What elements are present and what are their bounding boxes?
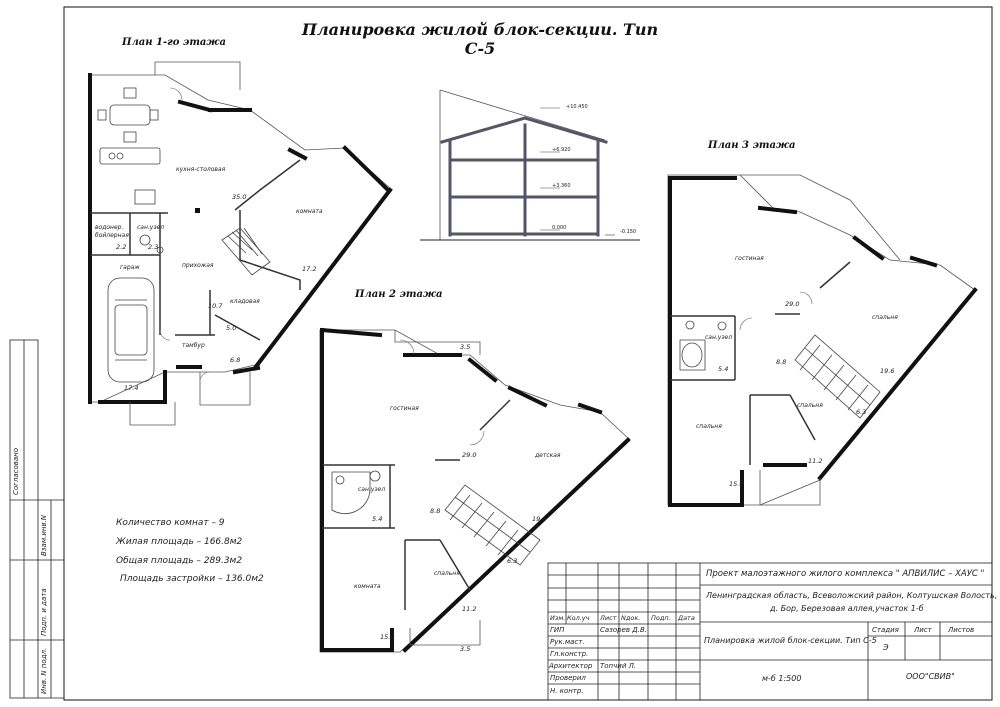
tb-col-sign: Подп. bbox=[651, 614, 671, 622]
building-section bbox=[420, 90, 640, 240]
stat-living-area: Жилая площадь – 166.8м2 bbox=[116, 537, 243, 547]
floor1-room-storage: кладовая bbox=[230, 298, 260, 305]
floor3-title: План 3 этажа bbox=[708, 140, 796, 151]
tb-col-change: Изм. bbox=[550, 614, 566, 622]
stamp-replacement: Взам.инв.N bbox=[40, 514, 48, 556]
tb-sheets-label: Листов bbox=[948, 626, 975, 634]
floor2-area-living: 29.0 bbox=[462, 451, 477, 459]
stamp-approved: Согласовано bbox=[12, 447, 20, 495]
tb-person-gip: Сазорев Д.В. bbox=[600, 626, 648, 634]
tb-person-architect: Топчий Л. bbox=[600, 662, 637, 670]
stamp-signature-date: Подп. и дата bbox=[40, 588, 48, 636]
floor3-room-bedroom-left: спальня bbox=[696, 423, 722, 430]
tb-scale: м-б 1:500 bbox=[762, 674, 802, 683]
tb-role-norm-control: Н. контр. bbox=[550, 687, 584, 695]
floor3-area-wc: 5.4 bbox=[718, 365, 729, 373]
floor1-area-boiler: 2.2 bbox=[116, 243, 127, 251]
floor1-room-hall: прихожая bbox=[182, 262, 214, 269]
tb-sheet-name: Планировка жилой блок-секции. Тип С-5 bbox=[704, 636, 877, 645]
floor1-area-room: 17.2 bbox=[302, 265, 317, 273]
floor2-area-balcony-bottom: 3.5 bbox=[460, 645, 471, 653]
tb-role-checked: Проверил bbox=[550, 674, 586, 682]
floor3-room-wc: сан.узел bbox=[705, 334, 733, 341]
tb-col-doc: Nдок. bbox=[621, 614, 641, 622]
floor1-area-hall: 10.7 bbox=[208, 302, 223, 310]
stat-total-area: Общая площадь – 289.3м2 bbox=[116, 556, 243, 566]
floor3-area-living: 29.0 bbox=[785, 300, 800, 308]
stat-rooms: Количество комнат – 9 bbox=[116, 518, 225, 528]
tb-col-count: Кол.уч bbox=[567, 614, 590, 622]
floor-plan-1 bbox=[90, 62, 392, 425]
section-level-roof: +10.450 bbox=[566, 104, 588, 110]
sheet-title: Планировка жилой блок-секции. Тип С-5 bbox=[301, 20, 659, 58]
tb-stage-value: Э bbox=[883, 643, 889, 652]
tb-address-1: Ленинградская область, Всеволожский район, Колтушская Волость, bbox=[706, 591, 998, 600]
floor2-room-living: гостиная bbox=[390, 405, 419, 412]
tb-address-2: д. Бор, Березовая аллея,участок 1-б bbox=[770, 604, 924, 613]
floor2-room-room: комната bbox=[354, 583, 381, 590]
floor3-room-bedroom-right: спальня bbox=[872, 314, 898, 321]
floor3-area-stair: 6.3 bbox=[856, 408, 867, 416]
tb-role-lead: Рук.маст. bbox=[550, 638, 585, 646]
floor3-area-bedroom-left: 15.0 bbox=[729, 480, 744, 488]
floor1-area-storage: 5.0 bbox=[226, 324, 237, 332]
stat-footprint: Площадь застройки – 136.0м2 bbox=[120, 574, 264, 584]
floor1-room-kitchen: кухня-столовая bbox=[176, 166, 226, 173]
floor1-area-garage: 17.4 bbox=[124, 384, 139, 392]
section-level-3: +6.920 bbox=[552, 147, 571, 153]
floor1-room-boiler-1: водонер. bbox=[95, 224, 124, 231]
tb-role-chief-eng: Гл.констр. bbox=[550, 650, 589, 658]
tb-project: Проект малоэтажного жилого комплекса " АПВИЛИС – ХАУС " bbox=[706, 569, 985, 579]
floor3-room-living: гостиная bbox=[735, 255, 764, 262]
stamp-original-no: Инв. N подл. bbox=[40, 647, 48, 694]
floor3-room-bedroom-mid: спальня bbox=[797, 402, 823, 409]
floor2-area-balcony-top: 3.5 bbox=[460, 343, 471, 351]
section-level-ground: -0.150 bbox=[620, 229, 637, 235]
floor2-area-children: 19.6 bbox=[532, 515, 547, 523]
tb-stage-label: Стадия bbox=[872, 626, 899, 634]
floor2-title: План 2 этажа bbox=[355, 289, 443, 300]
floor3-area-bedroom-mid: 11.2 bbox=[808, 457, 823, 465]
tb-col-sheet: Лист bbox=[600, 614, 617, 622]
floor1-area-kitchen: 35.0 bbox=[232, 193, 247, 201]
floor2-area-hall: 8.8 bbox=[430, 507, 441, 515]
tb-role-architect: Архитектор bbox=[549, 662, 593, 670]
floor1-area-wc: 2.3 bbox=[148, 243, 159, 251]
floor1-room-vestibule: тамбур bbox=[182, 342, 205, 349]
side-stamp bbox=[10, 340, 64, 698]
section-level-2: +3.360 bbox=[552, 183, 571, 189]
floor1-title: План 1-го этажа bbox=[122, 37, 226, 48]
tb-role-gip: ГИП bbox=[550, 626, 565, 634]
floor2-room-bedroom: спальня bbox=[434, 570, 460, 577]
tb-company: ООО"СВИВ" bbox=[906, 672, 955, 681]
floor2-area-stair: 6.3 bbox=[507, 557, 518, 565]
floor3-area-hall: 8.8 bbox=[776, 358, 787, 366]
floor1-room-wc: сан.узел bbox=[137, 224, 165, 231]
floor3-area-bedroom-right: 19.6 bbox=[880, 367, 895, 375]
floor2-room-wc: сан.узел bbox=[358, 486, 386, 493]
floor2-area-bedroom: 11.2 bbox=[462, 605, 477, 613]
floor1-area-vestibule: 6.8 bbox=[230, 356, 241, 364]
floor1-room-boiler-2: бойлерная bbox=[95, 232, 129, 239]
floor1-room-room: комната bbox=[296, 208, 323, 215]
tb-sheet-label: Лист bbox=[914, 626, 932, 634]
tb-col-date: Дата bbox=[678, 614, 695, 622]
floor2-area-wc: 5.4 bbox=[372, 515, 383, 523]
section-level-1: 0.000 bbox=[552, 225, 567, 231]
floor2-room-children: детская bbox=[535, 452, 561, 459]
floor2-area-room: 15.0 bbox=[380, 633, 395, 641]
floor1-room-garage: гараж bbox=[120, 264, 140, 271]
